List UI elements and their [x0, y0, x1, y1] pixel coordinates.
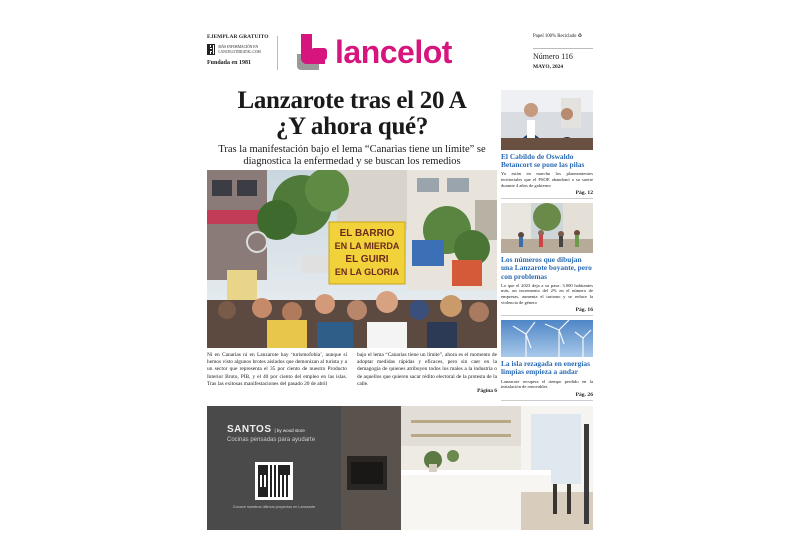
masthead-divider — [277, 36, 278, 70]
protest-photo — [207, 170, 497, 348]
issue-date: MAYO, 2024 — [533, 64, 564, 70]
side-story-text: Lo que el 2023 deja a su paso: 3.000 habitantes más, un incremento del 2% en el número de empresas, aumenta el turismo y se reduce la violencia de género — [501, 282, 593, 305]
issue-number: Número 116 — [533, 48, 593, 61]
lead-headline-block[interactable] — [207, 88, 497, 168]
side-story-text: Ya están en marcha los planeamientos territoriales que el PSOE abandonó a su suerte durante 4 años de gobierno — [501, 171, 593, 188]
lead-body-col-1: Ni en Canarias ni en Lanzarote hay ‘turismofobia’, aunque sí hemos visto algunos brotes aislados que demonizan al turista y a un sector que representa el 35 por ciento de nuestro Producto Interior Bruto, PIB, y el 40 por ciento del empleo en las islas. Tras las exitosas manifestaciones del pasado 20 de abril — [207, 352, 347, 387]
lead-photo[interactable] — [207, 170, 497, 348]
side-column — [501, 90, 593, 405]
side-story-page[interactable]: Pág. 12 — [501, 190, 593, 199]
free-copy-label: EJEMPLAR GRATUITO — [207, 34, 269, 40]
masthead-qr-row — [207, 44, 277, 55]
lead-page-ref[interactable]: Página 6 — [477, 388, 497, 395]
lancelot-logo-icon — [297, 34, 331, 70]
lead-body — [207, 352, 497, 395]
ad-cta: Conoce nuestros últimos proyectos en Lanzarote — [232, 505, 316, 509]
ad-side-strip — [584, 424, 589, 524]
masthead-left — [207, 34, 277, 66]
recycle-icon: ♻ — [577, 34, 582, 39]
founded-label: Fundada en 1981 — [207, 60, 252, 66]
sign-line-4: EN LA GLORIA — [334, 267, 400, 277]
side-story-page[interactable]: Pág. 16 — [501, 307, 593, 316]
lead-headline[interactable]: Lanzarote tras el 20 A ¿Y ahora qué? — [237, 87, 467, 140]
sign-line-2: EN LA MIERDA — [334, 241, 400, 251]
logo-text: lancelot — [335, 34, 452, 70]
lead-subhead: Tras la manifestación bajo el lema “Canarias tiene un límite” se diagnostica la enfermedad y se buscan los remedios — [218, 144, 486, 167]
qr-code-icon — [207, 44, 215, 55]
ad-brand-panel — [207, 406, 341, 530]
masthead-right — [533, 34, 593, 70]
side-story-title[interactable]: El Cabildo de Oswaldo Betancort se pone las pilas — [501, 152, 585, 170]
side-story-page[interactable]: Pág. 26 — [501, 392, 593, 401]
sign-line-3: EL GUIRI — [345, 254, 389, 265]
santos-advertisement[interactable] — [207, 406, 593, 530]
side-story-cabildo[interactable] — [501, 90, 593, 199]
side-story-photo — [501, 320, 593, 357]
sign-line-1: EL BARRIO — [339, 228, 395, 239]
ad-qr-code[interactable] — [255, 462, 293, 500]
side-story-text: Lanzarote recupera el tiempo perdido en la instalación de renovables — [501, 378, 593, 390]
lancelot-logo[interactable] — [297, 34, 452, 70]
ad-kitchen-photo — [341, 406, 593, 530]
newspaper-front-page — [207, 34, 593, 530]
side-story-numeros[interactable] — [501, 203, 593, 316]
side-story-photo — [501, 203, 593, 253]
side-story-energias[interactable] — [501, 320, 593, 401]
ad-tagline: Cocinas pensadas para ayudarte — [227, 437, 316, 443]
side-story-title[interactable]: Los números que dibujan una Lanzarote boyante, pero con problemas — [501, 255, 592, 281]
qr-info-text: MÁS INFORMACIÓN EN LANCELOTDIGITAL.COM — [218, 45, 261, 54]
recycled-paper-label: Papel 100% Reciclado ♻ — [533, 34, 582, 39]
side-story-photo — [501, 90, 593, 150]
ad-brand: SANTOS | by wood store — [227, 424, 305, 435]
side-story-title[interactable]: La isla rezagada en energías limpias empieza a andar — [501, 359, 590, 377]
lead-body-col-2: bajo el lema “Canarias tiene un límite”, ahora es el momento de adoptar medidas rápidas y eficaces, pero sin caer en la demagogia de quienes atribuyen todos los males a la industria o de aquellos que quieren sacar rédito electoral de la protesta de la calle. Página 6 — [357, 352, 497, 395]
